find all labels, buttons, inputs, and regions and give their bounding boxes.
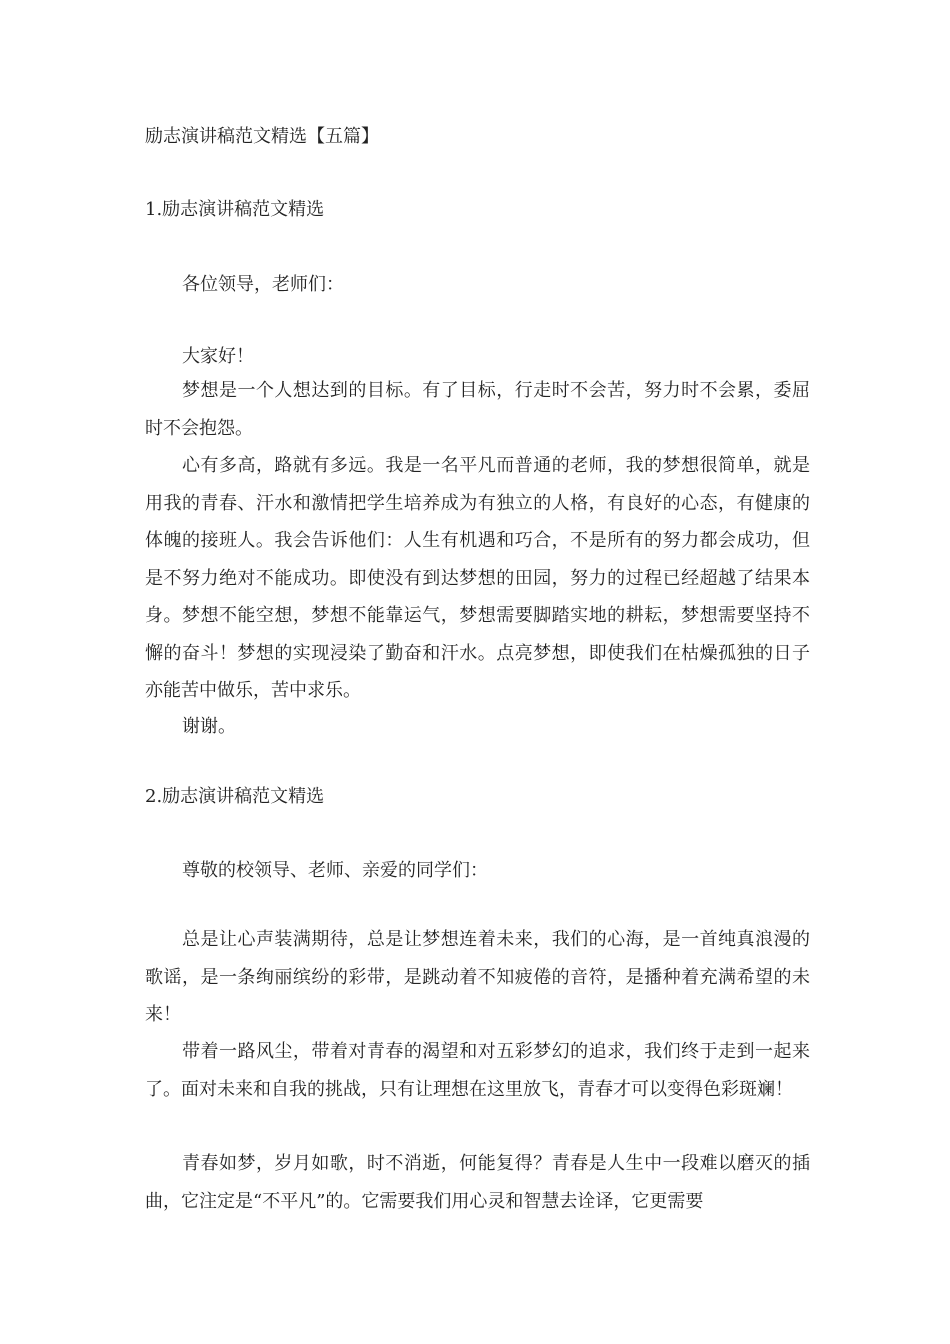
section-heading-2: 2.励志演讲稿范文精选 <box>145 786 325 807</box>
body-paragraph: 青春如梦，岁月如歌，时不消逝，何能复得？青春是人生中一段难以磨灭的插曲，它注定是“不平凡”的。它需要我们用心灵和智慧去诠译，它更需要 <box>145 1153 810 1212</box>
greeting-paragraph: 大家好！ <box>182 346 254 367</box>
section-heading-1: 1.励志演讲稿范文精选 <box>145 199 325 220</box>
document-title: 励志演讲稿范文精选【五篇】 <box>145 126 379 147</box>
salutation-1: 各位领导，老师们： <box>182 274 344 295</box>
body-paragraph: 总是让心声装满期待，总是让梦想连着未来，我们的心海，是一首纯真浪漫的歌谣，是一条绚丽缤纷的彩带，是跳动着不知疲倦的音符，是播种着充满希望的未来！ <box>145 929 810 1025</box>
salutation-2: 尊敬的校领导、老师、亲爱的同学们： <box>182 860 488 881</box>
body-paragraph: 心有多高，路就有多远。我是一名平凡而普通的老师，我的梦想很简单，就是用我的青春、汗水和激情把学生培养成为有独立的人格，有良好的心态，有健康的体魄的接班人。我会告诉他们：人生有机遇和巧合，不是所有的努力都会成功，但是不努力绝对不能成功。即使没有到达梦想的田园，努力的过程已经超越了结果本身。梦想不能空想，梦想不能靠运气，梦想需要脚踏实地的耕耘，梦想需要坚持不懈的奋斗！梦想的实现浸染了勤奋和汗水。点亮梦想，即使我们在枯燥孤独的日子亦能苦中做乐，苦中求乐。 <box>145 455 810 701</box>
closing-paragraph: 谢谢。 <box>182 716 236 737</box>
body-paragraph: 带着一路风尘，带着对青春的渴望和对五彩梦幻的追求，我们终于走到一起来了。面对未来和自我的挑战，只有让理想在这里放飞，青春才可以变得色彩斑斓！ <box>145 1041 810 1100</box>
body-paragraph: 梦想是一个人想达到的目标。有了目标，行走时不会苦，努力时不会累，委屈时不会抱怨。 <box>145 380 810 439</box>
